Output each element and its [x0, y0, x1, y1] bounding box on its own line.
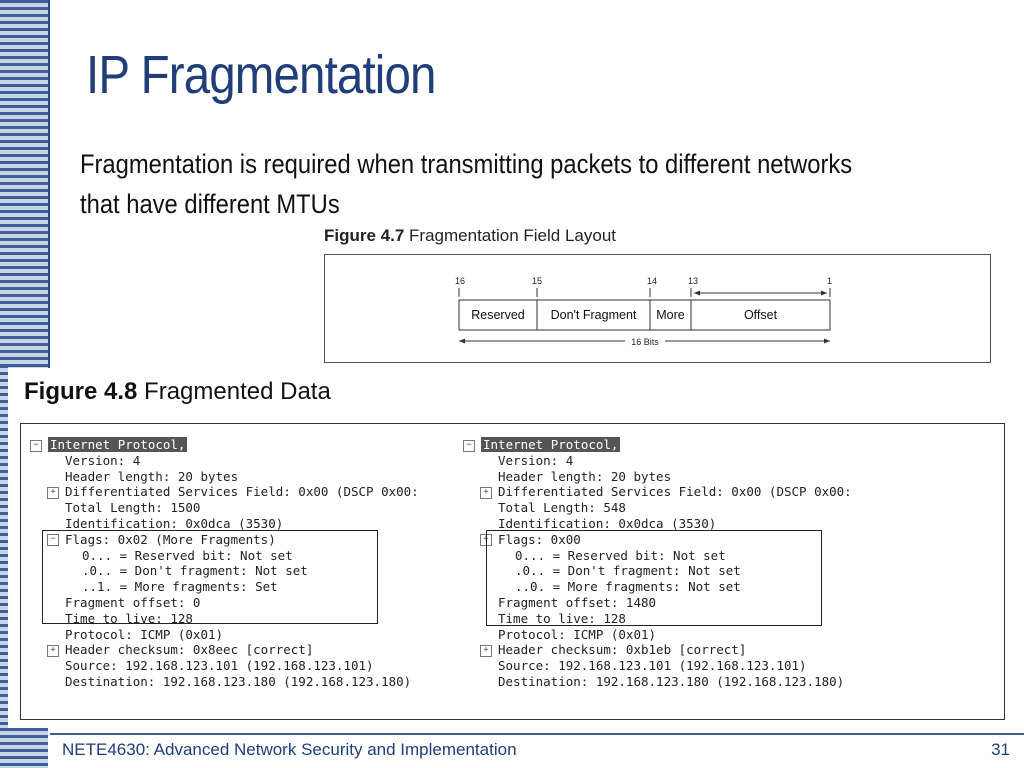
ip-field-row	[30, 500, 419, 516]
ip-field-text: Header checksum: 0x8eec [correct]	[65, 642, 314, 658]
ip-header-row[interactable]	[463, 437, 852, 453]
page-number: 31	[991, 740, 1010, 759]
ip-field-row	[463, 658, 852, 674]
ip-field-text: Fragment offset: 0	[65, 594, 201, 610]
ip-field-text: Source: 192.168.123.101 (192.168.123.101)	[65, 658, 374, 674]
field-offset: Offset	[743, 308, 778, 322]
ip-field-row	[463, 627, 852, 643]
ip-field-text: Flags: 0x02 (More Fragments)	[65, 531, 276, 547]
ip-field-text: 0... = Reserved bit: Not set	[515, 547, 726, 563]
ip-field-text: Protocol: ICMP (0x01)	[65, 626, 224, 642]
ip-field-text: Destination: 192.168.123.180 (192.168.123.180)	[498, 673, 845, 689]
ip-field-text: 0... = Reserved bit: Not set	[82, 547, 293, 563]
ip-field-text: .0.. = Don't fragment: Not set	[515, 563, 741, 579]
footer-decorative-stripe	[0, 728, 48, 768]
ip-field-text: Version: 4	[498, 452, 574, 468]
expand-icon[interactable]: +	[47, 487, 59, 499]
ip-field-text: Identification: 0x0dca (3530)	[498, 515, 717, 531]
ip-field-text: ..0. = More fragments: Not set	[515, 579, 741, 595]
ip-field-text: Time to live: 128	[498, 610, 626, 626]
ip-header-label: Internet Protocol,	[483, 437, 619, 452]
bit-number-14: 14	[647, 276, 658, 286]
bit-number-15: 15	[532, 276, 543, 286]
ip-field-row[interactable]	[30, 642, 419, 658]
figure-47-label: Figure 4.7	[324, 226, 405, 245]
expand-icon[interactable]: +	[480, 645, 492, 657]
ip-field-row[interactable]	[463, 484, 852, 500]
ip-field-text: Header checksum: 0xb1eb [correct]	[498, 642, 747, 658]
figure-48-title: Fragmented Data	[144, 378, 331, 405]
field-more: More	[656, 308, 685, 322]
ip-field-text: Fragment offset: 1480	[498, 594, 657, 610]
total-bits-label: 16 Bits	[631, 337, 659, 347]
ip-field-text: Source: 192.168.123.101 (192.168.123.101)	[498, 658, 807, 674]
body-line: Fragmentation is required when transmitting packets to different networks	[80, 149, 853, 179]
ip-field-row	[30, 469, 419, 485]
ip-field-text: .0.. = Don't fragment: Not set	[82, 563, 308, 579]
collapse-icon[interactable]: −	[463, 440, 475, 452]
ip-field-row	[463, 674, 852, 690]
bit-number-13: 13	[688, 276, 699, 286]
collapse-icon[interactable]: −	[47, 534, 59, 546]
left-decorative-stripe-lower	[0, 365, 8, 725]
ip-field-text: Flags: 0x00	[498, 531, 581, 547]
ip-field-text: Header length: 20 bytes	[65, 468, 239, 484]
ip-field-row	[30, 453, 419, 469]
flags-highlight-box-left	[42, 530, 378, 624]
bit-number-16: 16	[455, 276, 466, 286]
ip-field-text: Header length: 20 bytes	[498, 468, 672, 484]
ip-field-text: Differentiated Services Field: 0x00 (DSCP 0x00:	[498, 484, 852, 500]
expand-icon[interactable]: +	[47, 645, 59, 657]
ip-field-text: Identification: 0x0dca (3530)	[65, 515, 284, 531]
collapse-icon[interactable]: −	[30, 440, 42, 452]
ip-header-label: Internet Protocol,	[50, 437, 186, 452]
ip-field-text: Version: 4	[65, 452, 141, 468]
figure-47-title: Fragmentation Field Layout	[409, 226, 616, 245]
figure-48-caption	[24, 378, 331, 406]
ip-field-text: ..1. = More fragments: Set	[82, 579, 278, 595]
slide-body	[80, 144, 916, 224]
flags-highlight-box-right	[486, 530, 822, 626]
footer-course-title: NETE4630: Advanced Network Security and Implementation	[62, 740, 517, 759]
ip-field-text: Time to live: 128	[65, 610, 193, 626]
field-dont-fragment: Don't Fragment	[550, 308, 637, 322]
ip-field-text: Total Length: 548	[498, 500, 626, 516]
ip-field-row	[463, 469, 852, 485]
figure-47-caption	[324, 226, 616, 246]
ip-field-row[interactable]	[30, 484, 419, 500]
figure-48-label: Figure 4.8	[24, 378, 138, 405]
ip-field-text: Total Length: 1500	[65, 500, 201, 516]
ip-header-row[interactable]	[30, 437, 419, 453]
ip-field-text: Protocol: ICMP (0x01)	[498, 626, 657, 642]
ip-field-row[interactable]	[463, 642, 852, 658]
body-line: that have different MTUs	[80, 189, 340, 219]
ip-field-row	[463, 500, 852, 516]
footer-divider	[50, 733, 1024, 735]
field-reserved: Reserved	[471, 308, 525, 322]
ip-field-row	[463, 453, 852, 469]
fragmentation-field-layout-diagram	[324, 254, 991, 363]
ip-field-text: Differentiated Services Field: 0x00 (DSCP 0x00:	[65, 484, 419, 500]
ip-field-row	[30, 627, 419, 643]
slide-title: IP Fragmentation	[86, 45, 436, 105]
expand-icon[interactable]: +	[480, 487, 492, 499]
expand-icon[interactable]: +	[480, 534, 492, 546]
ip-field-text: Destination: 192.168.123.180 (192.168.123.180)	[65, 673, 412, 689]
ip-field-row	[30, 674, 419, 690]
bit-number-1: 1	[827, 276, 833, 286]
ip-field-row	[30, 658, 419, 674]
